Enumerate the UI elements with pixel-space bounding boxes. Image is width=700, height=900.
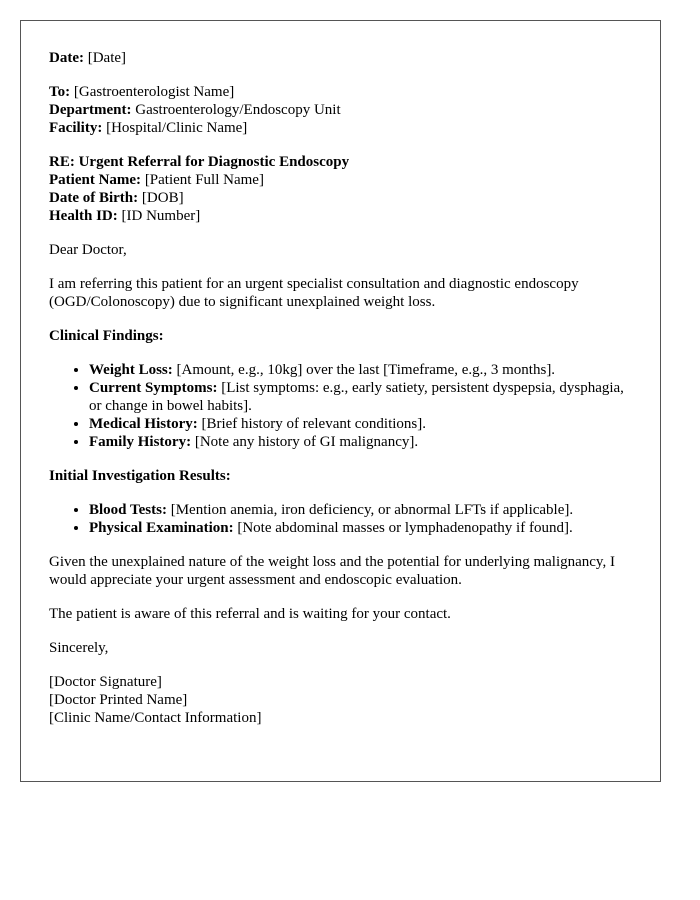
signature: [Doctor Signature] <box>49 674 162 690</box>
subject-line: RE: Urgent Referral for Diagnostic Endoscopy <box>49 154 350 170</box>
investigation-heading: Initial Investigation Results: <box>49 468 231 484</box>
list-item: • Blood Tests: [Mention anemia, iron deficiency, or abnormal LFTs if applicable]. <box>89 501 632 519</box>
list-item: • Weight Loss: [Amount, e.g., 10kg] over the last [Timeframe, e.g., 3 months]. <box>89 361 632 379</box>
date-line: Date: [Date] <box>49 50 127 66</box>
list-item: • Current Symptoms: [List symptoms: e.g., early satiety, persistent dyspepsia, dysphagia, or change in bowel habits]. <box>89 379 632 415</box>
referral-letter <box>20 20 661 782</box>
closing-paragraph: Given the unexplained nature of the weight loss and the potential for underlying malignancy, I would appreciate your urgent assessment and endoscopic evaluation. <box>49 554 615 588</box>
clinic-contact: [Clinic Name/Contact Information] <box>49 710 262 726</box>
list-item: • Medical History: [Brief history of relevant conditions]. <box>89 415 632 433</box>
intro-paragraph: I am referring this patient for an urgent specialist consultation and diagnostic endoscopy (OGD/Colonoscopy) due to significant unexplained weight loss. <box>49 276 579 310</box>
clinical-findings-list <box>49 361 632 451</box>
list-item: • Physical Examination: [Note abdominal masses or lymphadenopathy if found]. <box>89 519 632 537</box>
printed-name: [Doctor Printed Name] <box>49 692 188 708</box>
clinical-heading: Clinical Findings: <box>49 328 164 344</box>
list-item: • Family History: [Note any history of GI malignancy]. <box>89 433 632 451</box>
signoff: Sincerely, <box>49 640 109 656</box>
recipient-block: To: [Gastroenterologist Name] Department: Gastroenterology/Endoscopy Unit Facility: [Hospital/Clinic Name] <box>49 84 341 136</box>
salutation: Dear Doctor, <box>49 242 127 258</box>
awareness-paragraph: The patient is aware of this referral and is waiting for your contact. <box>49 606 451 622</box>
subject-block: RE: Urgent Referral for Diagnostic Endoscopy Patient Name: [Patient Full Name] Date of Birth: [DOB] Health ID: [ID Number] <box>49 154 350 224</box>
signature-block <box>49 673 632 727</box>
investigation-list <box>49 501 632 537</box>
